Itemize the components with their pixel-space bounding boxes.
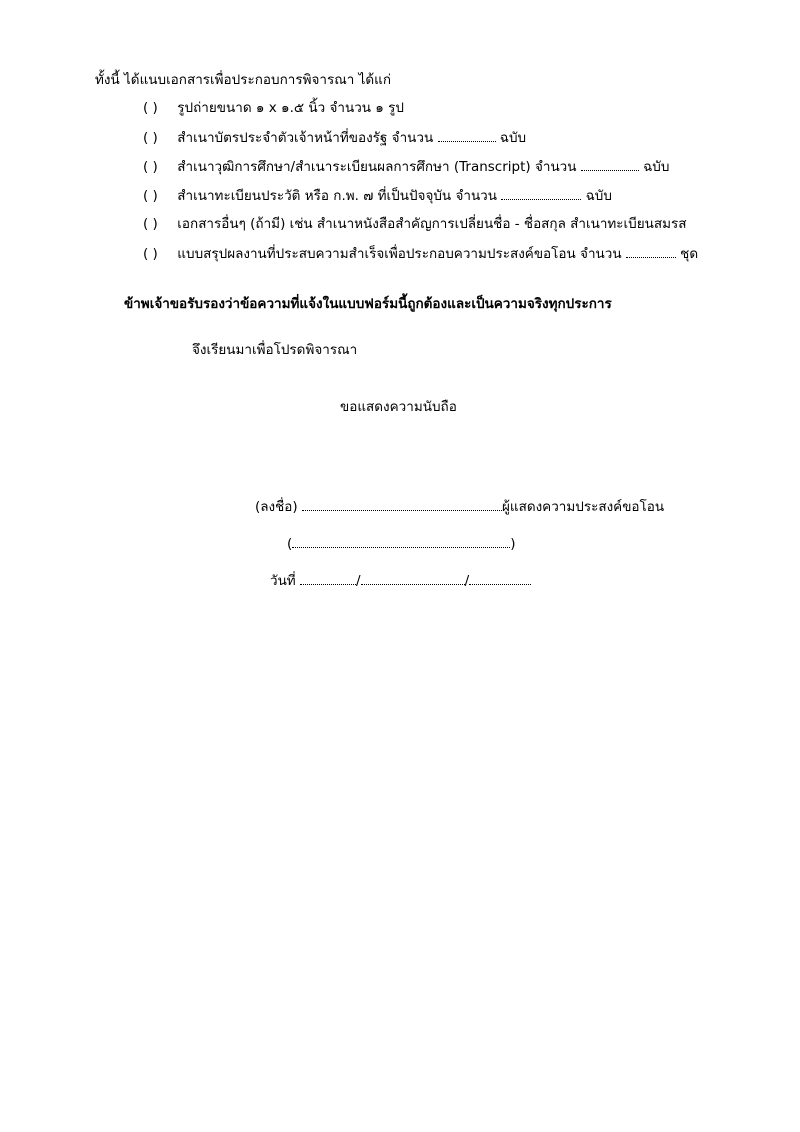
attachment-item-unit: ฉบับ xyxy=(643,159,670,175)
attachment-item-transcript xyxy=(143,156,669,177)
date-separator: / xyxy=(356,573,361,589)
attachment-item-unit: ฉบับ xyxy=(585,188,612,204)
attachment-item-label: แบบสรุปผลงานที่ประสบความสำเร็จเพื่อประกอบความประสงค์ขอโอน จำนวน xyxy=(177,246,622,262)
attachment-item-label: สำเนาบัตรประจำตัวเจ้าหน้าที่ของรัฐ จำนวน xyxy=(177,130,434,146)
attachment-item-label: สำเนาวุฒิการศึกษา/สำเนาระเบียนผลการศึกษา (Transcript) จำนวน xyxy=(177,159,577,175)
sign-suffix: ผู้แสดงความประสงค์ขอโอน xyxy=(501,499,665,515)
checkbox-parentheses[interactable]: ( ) xyxy=(143,246,158,262)
closing-request: จึงเรียนมาเพื่อโปรดพิจารณา xyxy=(192,342,358,358)
closing-regards: ขอแสดงความนับถือ xyxy=(340,399,457,415)
printed-name-row xyxy=(287,533,516,554)
count-blank[interactable] xyxy=(581,156,639,171)
date-separator: / xyxy=(464,573,470,589)
checkbox-parentheses[interactable]: ( ) xyxy=(143,159,158,175)
attachment-item-summary xyxy=(143,243,698,264)
attachment-item-photo xyxy=(143,98,404,118)
name-open-paren: ( xyxy=(287,536,293,552)
date-row xyxy=(270,570,531,591)
checkbox-parentheses[interactable]: ( ) xyxy=(143,100,158,116)
printed-name-blank[interactable] xyxy=(292,533,510,548)
name-close-paren: ) xyxy=(510,536,516,552)
attachment-item-id-card xyxy=(143,127,526,148)
count-blank[interactable] xyxy=(438,127,496,142)
date-year-blank[interactable] xyxy=(469,570,531,585)
attachment-item-unit: ชุด xyxy=(680,246,699,262)
count-blank[interactable] xyxy=(626,243,676,258)
attachment-item-label: รูปถ่ายขนาด ๑ x ๑.๕ นิ้ว จำนวน ๑ รูป xyxy=(177,100,404,116)
date-day-blank[interactable] xyxy=(300,570,356,585)
certification-statement: ข้าพเจ้าขอรับรองว่าข้อความที่แจ้งในแบบฟอร์มนี้ถูกต้องและเป็นความจริงทุกประการ xyxy=(124,296,612,312)
attachment-item-label: สำเนาทะเบียนประวัติ หรือ ก.พ. ๗ ที่เป็นปัจจุบัน จำนวน xyxy=(177,188,497,204)
attachment-item-record xyxy=(143,185,612,206)
date-month-blank[interactable] xyxy=(361,570,465,585)
signature-row xyxy=(255,496,664,517)
attachment-item-label: เอกสารอื่นๆ (ถ้ามี) เช่น สำเนาหนังสือสำคัญการเปลี่ยนชื่อ - ชื่อสกุล สำเนาทะเบียนสมรส xyxy=(177,216,687,232)
date-label: วันที่ xyxy=(270,573,296,589)
attachment-item-unit: ฉบับ xyxy=(499,130,527,146)
checkbox-parentheses[interactable]: ( ) xyxy=(143,188,158,204)
checkbox-parentheses[interactable]: ( ) xyxy=(143,216,158,232)
count-blank[interactable] xyxy=(501,185,581,200)
intro-text: ทั้งนี้ ได้แนบเอกสารเพื่อประกอบการพิจารณา ได้แก่ xyxy=(95,72,392,88)
checkbox-parentheses[interactable]: ( ) xyxy=(143,130,158,146)
attachment-item-other xyxy=(143,214,687,234)
signature-blank[interactable] xyxy=(302,496,502,511)
sign-label: (ลงชื่อ) xyxy=(255,499,298,515)
